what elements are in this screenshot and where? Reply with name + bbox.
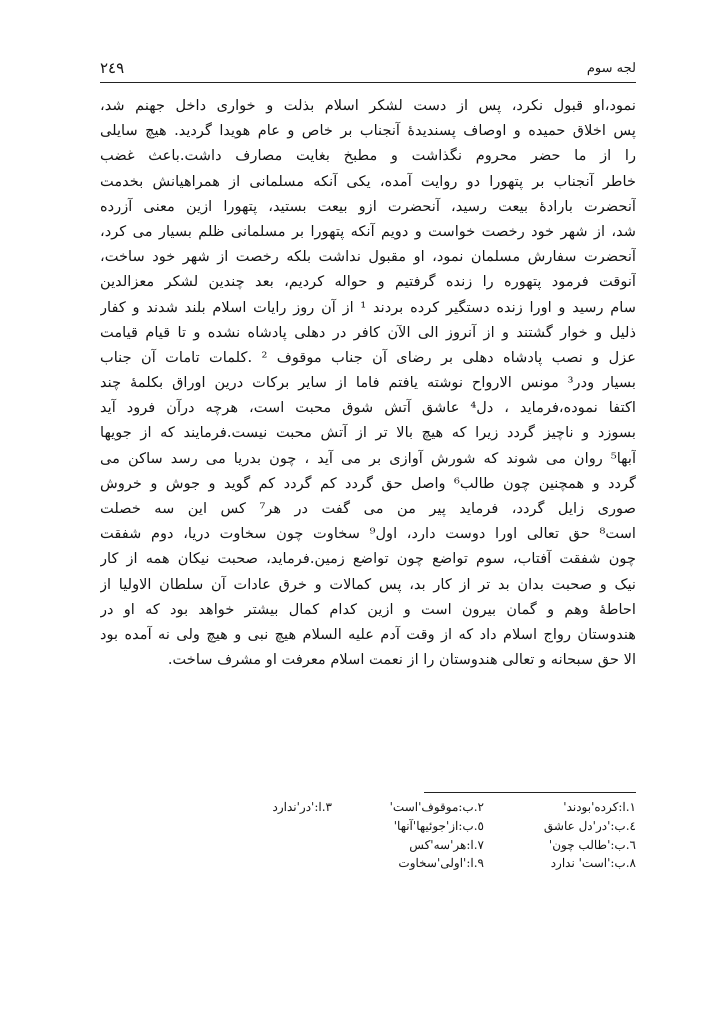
text-line: هندوستان رواج اسلام داد که از وقت آدم علیه السلام هیچ نبی و هیچ ولی نه آمده بود: [100, 625, 636, 643]
page-number: ٢٤٩: [100, 59, 125, 77]
text-line: عزل و نصب پادشاه دهلی بر رضای آن جناب موقوف ² .کلمات تامات آن جناب: [100, 348, 636, 366]
running-title: لجه سوم: [586, 61, 636, 76]
text-line: الا حق سبحانه و تعالی هندوستان را از نعمت اسلام معرفت او مشرف ساخت.: [167, 651, 636, 669]
footnote: ٨.ب:'است' ندارد: [550, 856, 636, 871]
text-line: ذلیل و خوار گشتند و از آنروز الی الآن کافر در دهلی پادشاه نشده و تا قیام قیامت: [100, 323, 636, 341]
footnote: ٥.ب:از'جوئیها'آنها': [393, 818, 484, 833]
text-line: است⁸ حق تعالی اورا دوست دارد، اول⁹ سخاوت چون سخاوت دریا، دوم شفقت: [100, 525, 636, 543]
text-line: صوری زایل گردد، فرماید پیر من می گفت در هر⁷ کس این سه خصلت: [100, 500, 636, 517]
text-line: بسوزد و ناچیز گردد زیرا که هیچ بالا تر از آتش محبت نیست.فرمایند که از جویها: [100, 424, 636, 442]
text-line: آبها⁵ روان می شوند که شورش آوازی بر می آید ، چون بدریا می رسد ساکن می: [100, 449, 636, 467]
text-line: آنحضرت سفارش مسلمان نمود، او مقبول نداشت بلکه رخصت از شهر خود ساخت،: [100, 248, 636, 266]
footnote-row: [180, 798, 636, 817]
body-text: [100, 93, 636, 672]
footnote: ٤.ب:'در'دل عاشق: [543, 818, 636, 833]
footnote: ١.ا:کرده‌'بودند': [563, 800, 636, 814]
footnote: [180, 836, 332, 855]
footnotes: [180, 798, 636, 873]
footnote: [180, 854, 332, 873]
text-line: سام رسید و اورا زنده دستگیر کرده بردند ¹ از آن روز رایات اسلام بلند شدند و کفار: [100, 298, 636, 316]
footnote-row: [180, 836, 636, 855]
text-line: آنحضرت بارادهٔ بیعت رسید، آنحضرت ازو بیعت بستید، پتهورا ازین معنی آزرده: [100, 197, 636, 215]
text-line: چون شفقت آفتاب، سوم تواضع چون تواضع زمین.فرماید، صحبت نیکان همه از کار: [100, 550, 636, 568]
footnote-row: [180, 817, 636, 836]
text-line: گردد و همچنین چون طالب⁶ واصل حق گردد کم گردد کم گوید و جوش و خروش: [100, 474, 636, 492]
text-line: نیک و صحبت بدان بد تر از کار بد، پس کمالات و خرق عادات آن سلطان الاولیا از: [100, 575, 636, 593]
text-line: بسیار ودر³ مونس الارواح نوشته یافتم فاما از سایر برکات درین اوراق بکلمهٔ چند: [100, 374, 636, 392]
text-line: خاطر آنجناب بر پتهورا دو روایت آمده، یکی آنکه مسلمانی از همراهیانش بخدمت: [100, 172, 636, 190]
text-line: پس اخلاق حمیده و اوصاف پسندیدهٔ آنجناب بر خاص و عام هویدا گردید. هیچ سایلی: [100, 122, 636, 140]
footnote: ٣.ا:'در'ندارد: [272, 800, 332, 814]
footnote-row: [180, 854, 636, 873]
footnote-divider: [424, 792, 636, 793]
text-line: شد، از شهر خود رخصت خواست و دویم آنکه پتهورا بر مسلمانی ظلم بسیار می کرد،: [100, 222, 636, 240]
text-line: احاطهٔ وهم و گمان بیرون است و ازین کدام کمال بیشتر خواهد بود که او در: [100, 600, 636, 618]
footnote: [180, 817, 332, 836]
text-line: را از ما حضر محروم نگذاشت و مطبخ بغایت مصارف داشت.باعث غضب: [100, 147, 636, 165]
text-line: نمود،او قبول نکرد، پس از دست لشکر اسلام بذلت و خواری داخل جهنم شد،: [100, 97, 636, 114]
footnote: ٢.ب:موقوف'است': [389, 800, 484, 814]
footnote: ٩.ا:'اولی'سخاوت: [398, 856, 484, 871]
text-line: اکتفا نموده،فرماید ، دل⁴ عاشق آتش شوق محبت است، هرچه درآن فرود آید: [100, 399, 636, 417]
footnote: ٧.ا:هر'سه'کس: [409, 837, 484, 852]
footnote: ٦.ب:'طالب چون': [548, 837, 636, 852]
page-header: [100, 58, 636, 83]
text-line: آنوقت فرمود پتهوره را زنده گرفتیم و حواله کردیم، بعد چندین لشکر معزالدین: [100, 273, 636, 291]
